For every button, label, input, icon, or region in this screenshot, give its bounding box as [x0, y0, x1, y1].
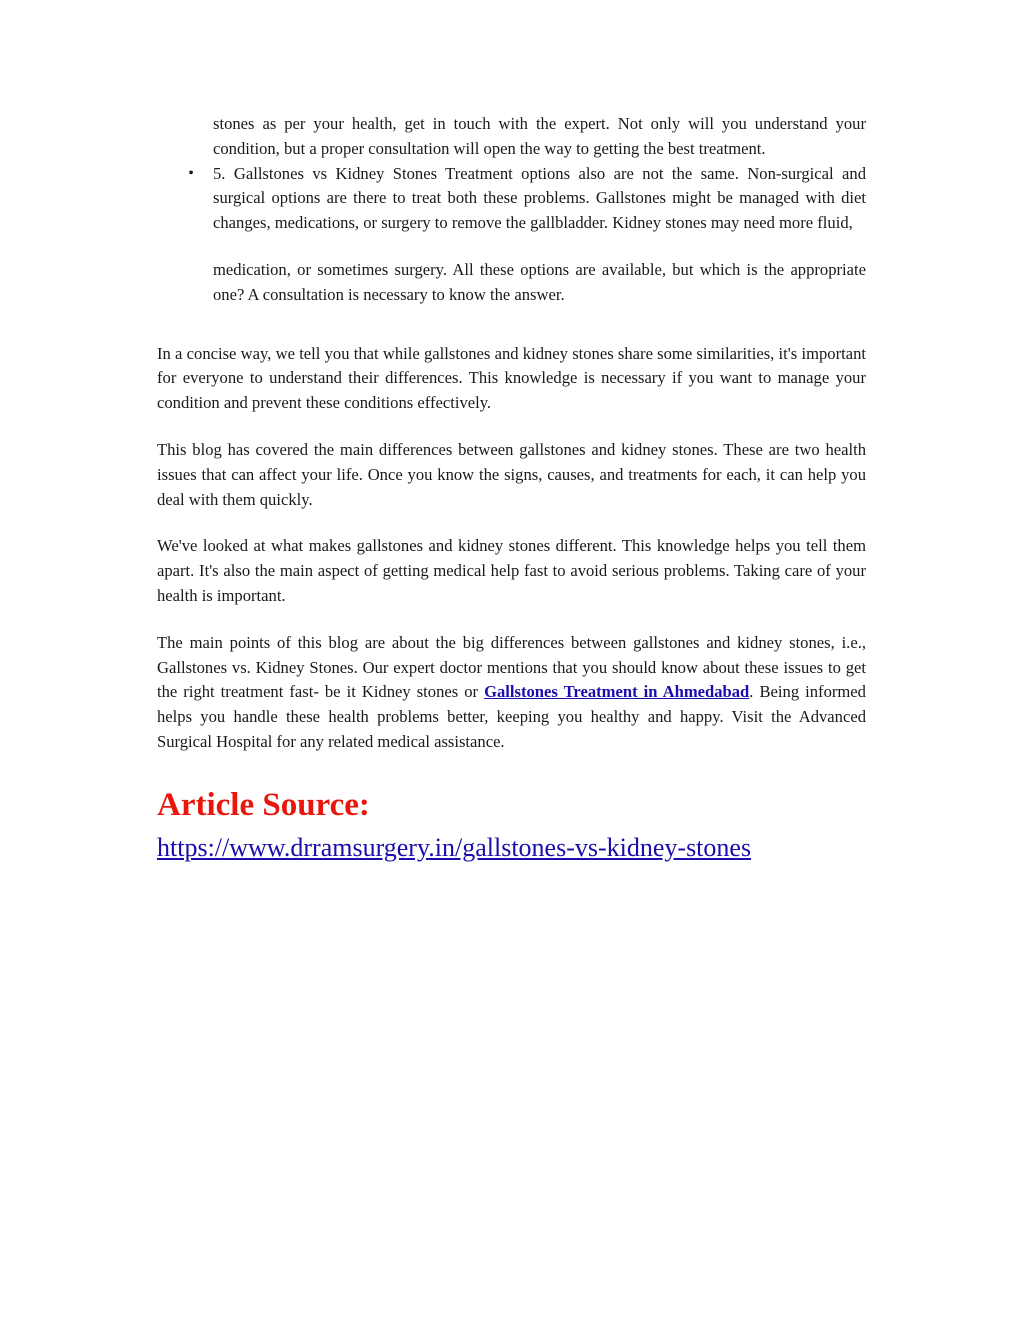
bullet-icon: •	[188, 164, 194, 182]
paragraph-main-points	[157, 631, 866, 755]
list-item-continuation: stones as per your health, get in touch with the expert. Not only will you understand your condition, but a proper consultation will open the way to getting the best treatment.	[213, 114, 866, 158]
paragraph-concise: In a concise way, we tell you that while gallstones and kidney stones share some similarities, it's important for everyone to understand their differences. This knowledge is necessary if you want to manage your condition and prevent these conditions effectively.	[157, 343, 866, 413]
paragraph-text-before-link: The main points of this blog are about the big differences between gallstones and kidney stones, i.e., Gallstones vs. Kidney Stones. Our expert doctor mentions that you should know about these issues to get the right treatment fast- be it Kidney stones or	[157, 632, 866, 702]
paragraph-blog-covered: This blog has covered the main differences between gallstones and kidney stones. These are two health issues that can affect your life. Once you know the signs, causes, and treatments for each, it can help you deal with them quickly.	[157, 439, 866, 509]
gallstones-treatment-link[interactable]: Gallstones Treatment in Ahmedabad	[484, 682, 750, 702]
list-item	[188, 162, 866, 236]
list-item-text: 5. Gallstones vs Kidney Stones Treatment options also are not the same. Non-surgical and surgical options are there to treat both these problems. Gallstones might be managed with diet changes, medications, or surgery to remove the gallbladder. Kidney stones may need more fluid,	[213, 163, 866, 233]
article-source-heading: Article Source:	[157, 786, 370, 823]
document-page	[157, 112, 866, 865]
list-item-continuation-2: medication, or sometimes surgery. All these options are available, but which is the appropriate one? A consultation is necessary to know the answer.	[213, 259, 866, 304]
article-source-link[interactable]: https://www.drramsurgery.in/gallstones-vs-kidney-stones	[157, 832, 752, 862]
paragraph-differences: We've looked at what makes gallstones and kidney stones different. This knowledge helps you tell them apart. It's also the main aspect of getting medical help fast to avoid serious problems. Taking care of your health is important.	[157, 536, 866, 605]
paragraph-text-after-link: . Being informed helps you handle these health problems better, keeping you healthy and happy. Visit the Advanced Surgical Hospital for any related medical assistance.	[157, 682, 866, 751]
